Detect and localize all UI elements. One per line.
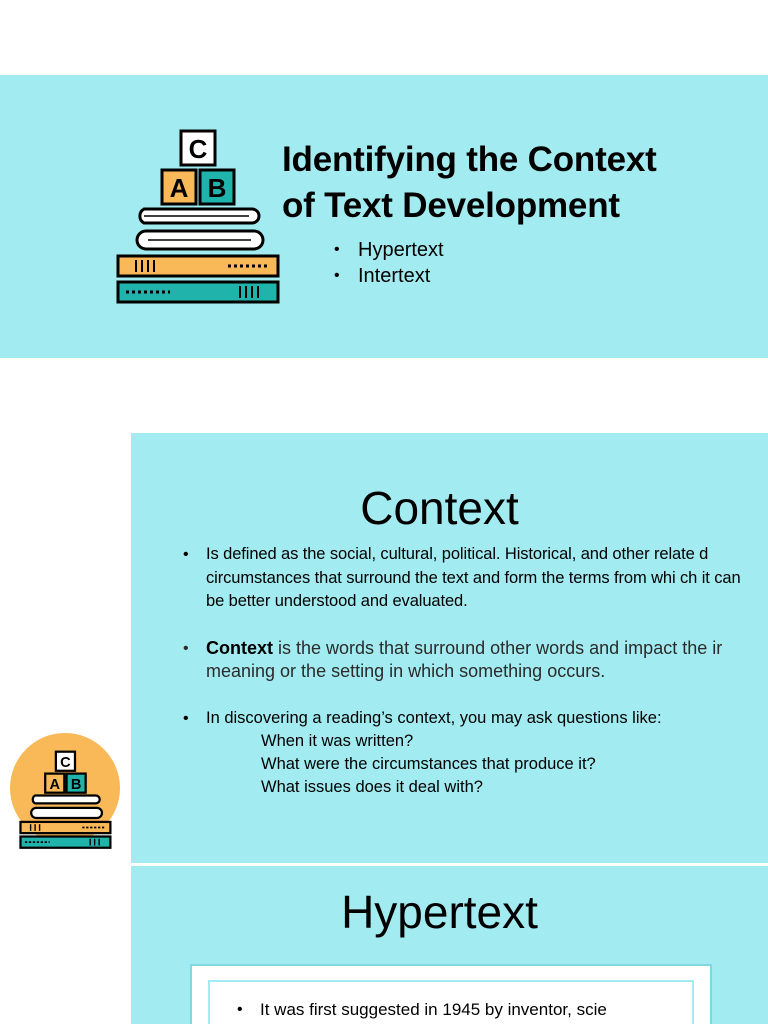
title-line-1: Identifying the Context [282, 140, 657, 179]
topic-list [334, 237, 444, 289]
question-item: When it was written? [261, 731, 414, 750]
hypertext-slide [131, 866, 768, 1024]
content-frame [190, 964, 712, 1024]
content-box [210, 982, 692, 1024]
context-heading: Context [360, 482, 519, 534]
question-item: What were the circumstances that produce it? [261, 754, 596, 773]
context-questions-bullet [183, 707, 748, 799]
hypertext-bullets [237, 998, 607, 1022]
page-title [282, 137, 752, 229]
abc-blocks-books-icon [114, 128, 284, 306]
context-bold-term: Context [206, 637, 273, 658]
context-definition-bullet: • Is defined as the social, cultural, political. Historical, and other relate d circumstances that surround the text and form the terms from whi ch it can be better understood and evaluated. [183, 543, 748, 614]
side-logo-badge [10, 733, 120, 843]
block-letter-a: A [49, 776, 61, 793]
topic-item-intertext: • Intertext [334, 263, 444, 289]
title-slide [0, 75, 768, 358]
hypertext-history-bullet: • It was first suggested in 1945 by inventor, scie [237, 998, 607, 1022]
hypertext-heading: Hypertext [341, 886, 538, 938]
context-slide [131, 433, 768, 863]
title-line-2: of Text Development [282, 186, 620, 225]
context-meaning-text: is the words that surround other words and impact the ir meaning or the setting in which something occurs. [206, 637, 723, 681]
topic-item-hypertext: • Hypertext [334, 237, 444, 263]
abc-blocks-books-icon [18, 750, 114, 850]
question-item: What issues does it deal with? [261, 777, 483, 796]
context-bullets [183, 543, 748, 799]
block-letter-b: B [207, 173, 227, 203]
block-letter-b: B [70, 776, 82, 793]
context-questions-intro: In discovering a reading’s context, you may ask questions like: [206, 708, 662, 727]
block-letter-c: C [188, 134, 208, 164]
block-letter-c: C [60, 754, 71, 771]
context-meaning-bullet [183, 637, 748, 683]
block-letter-a: A [169, 173, 189, 203]
context-question-list [206, 730, 748, 799]
